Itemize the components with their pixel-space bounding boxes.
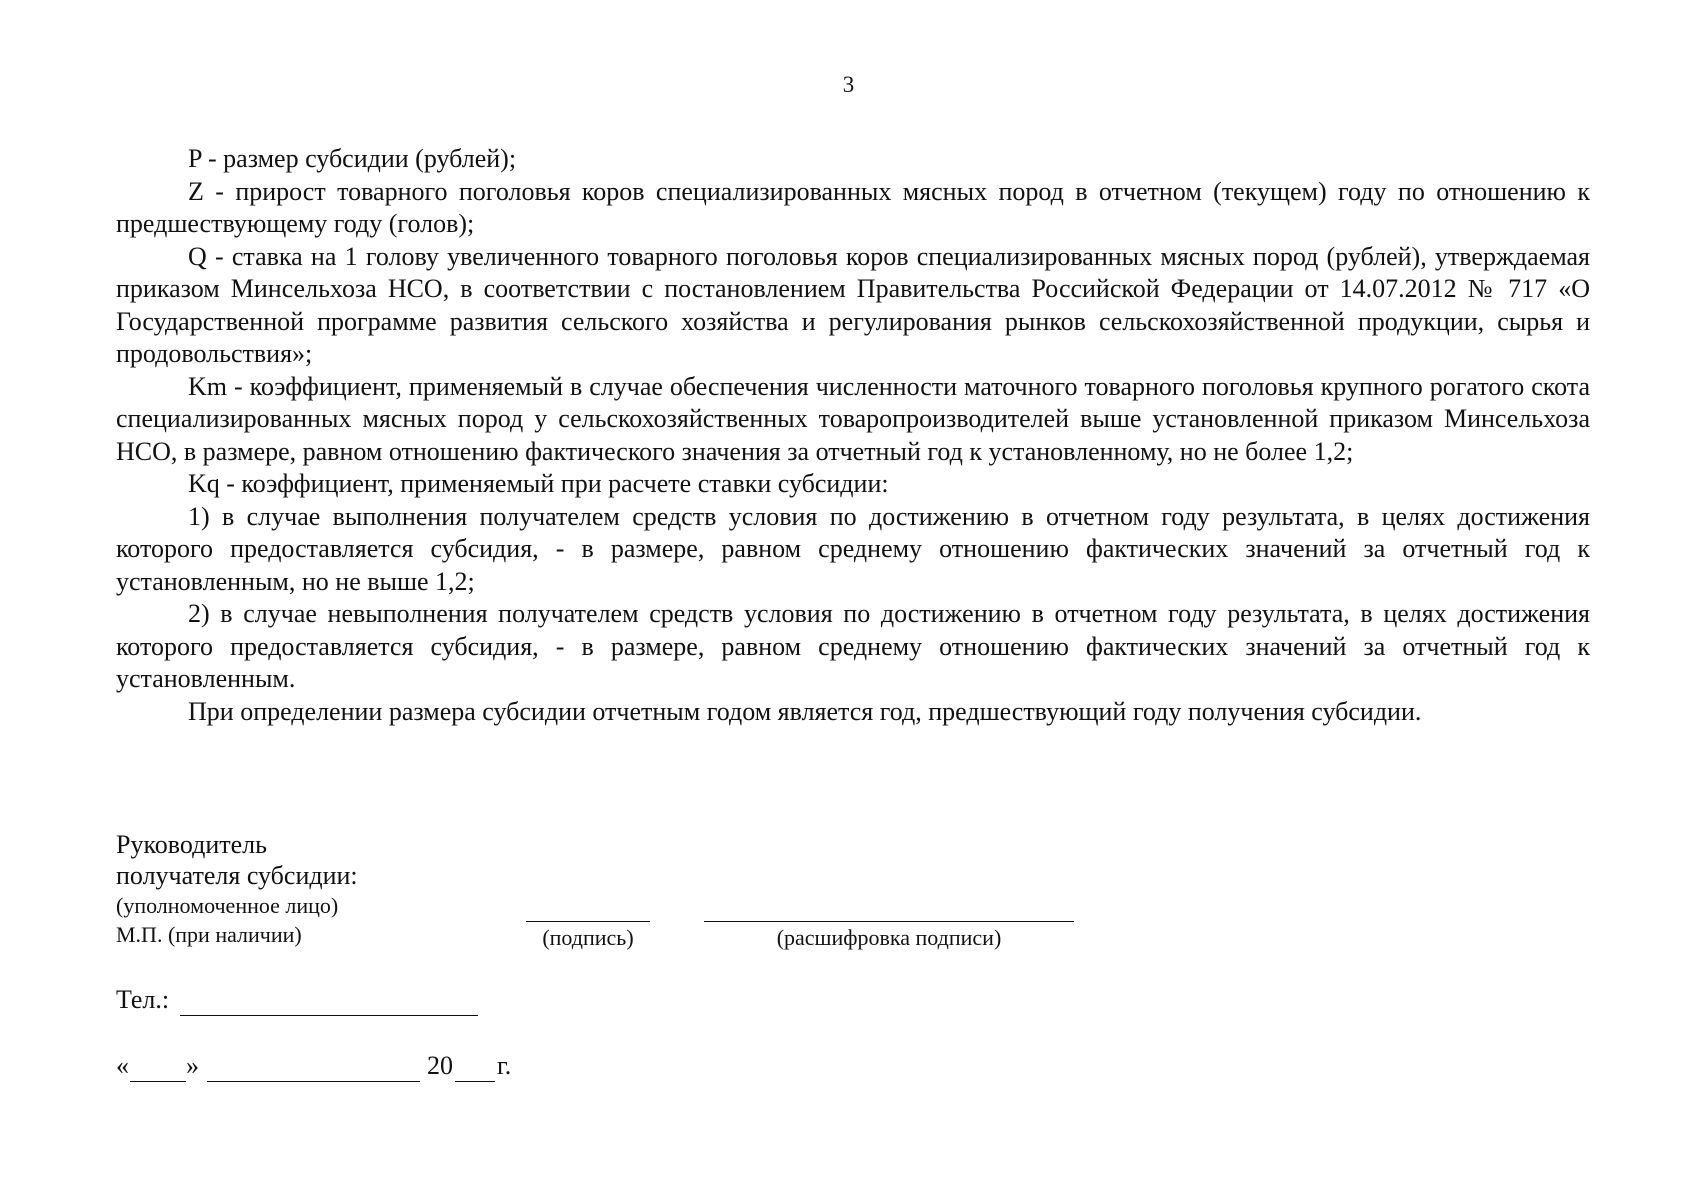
- signature-decoding-caption: (расшифровка подписи): [776, 925, 1002, 950]
- signatory-title-line1: Руководитель: [116, 830, 267, 859]
- date-open-quote: «: [116, 1051, 129, 1080]
- paragraph-z: Z - прирост товарного поголовья коров специализированных мясных пород в отчетном (текущем) году по отношению к предшествующему году (голов);: [116, 176, 1590, 238]
- date-year-prefix: 20: [427, 1051, 453, 1080]
- paragraph-km: Km - коэффициент, применяемый в случае обеспечения численности маточного товарного поголовья крупного рогатого скота специализированных мясных пород у сельскохозяйственных товаропроизводителей выше установленной приказом Минсельхоза НСО, в размере, равном отношению фактического значения за отчетный год к установленному, но не более 1,2;: [116, 371, 1590, 466]
- seal-note: М.П. (при наличии): [116, 922, 302, 947]
- signatory-title-line2: получателя субсидии:: [116, 861, 358, 890]
- signature-block: [116, 829, 358, 949]
- signature-caption: (подпись): [542, 925, 634, 950]
- date-year-line[interactable]: [455, 1081, 495, 1082]
- paragraph-kq: Kq - коэффициент, применяемый при расчете ставки субсидии:: [188, 469, 889, 498]
- authorized-person-note: (уполномоченное лицо): [116, 893, 339, 918]
- page-number: 3: [842, 72, 855, 97]
- paragraph-kq-case-1: 1) в случае выполнения получателем средств условия по достижению в отчетном году результата, в целях достижения которого предоставляется субсидия, - в размере, равном среднему отношению фактических значений за отчетный год к установленным, но не выше 1,2;: [116, 501, 1590, 596]
- phone-label: Тел.:: [116, 985, 170, 1014]
- paragraph-p: P - размер субсидии (рублей);: [188, 144, 517, 173]
- document-body: [116, 143, 1590, 728]
- paragraph-kq-case-2: 2) в случае невыполнения получателем средств условия по достижению в отчетном году результата, в целях достижения которого предоставляется субсидия, - в размере, равном среднему отношению фактических значений за отчетный год к установленным.: [116, 599, 1590, 693]
- date-day-line[interactable]: [130, 1081, 186, 1082]
- phone-line[interactable]: [180, 1015, 478, 1016]
- paragraph-q: Q - ставка на 1 голову увеличенного товарного поголовья коров специализированных мясных пород (рублей), утверждаемая приказом Минсельхоза НСО, в соответствии с постановлением Правительства Российской Федерации от 14.07.2012 № 717 «О Государственной программе развития сельского хозяйства и регулирования рынков сельскохозяйственной продукции, сырья и продовольствия»;: [116, 241, 1590, 368]
- date-month-line[interactable]: [207, 1081, 420, 1082]
- date-close-quote: »: [186, 1051, 199, 1080]
- signature-line[interactable]: [526, 921, 650, 922]
- paragraph-reporting-year: При определении размера субсидии отчетным годом является год, предшествующий году получения субсидии.: [188, 696, 1422, 726]
- date-year-suffix: г.: [497, 1051, 512, 1080]
- signature-decoding-line[interactable]: [704, 921, 1074, 922]
